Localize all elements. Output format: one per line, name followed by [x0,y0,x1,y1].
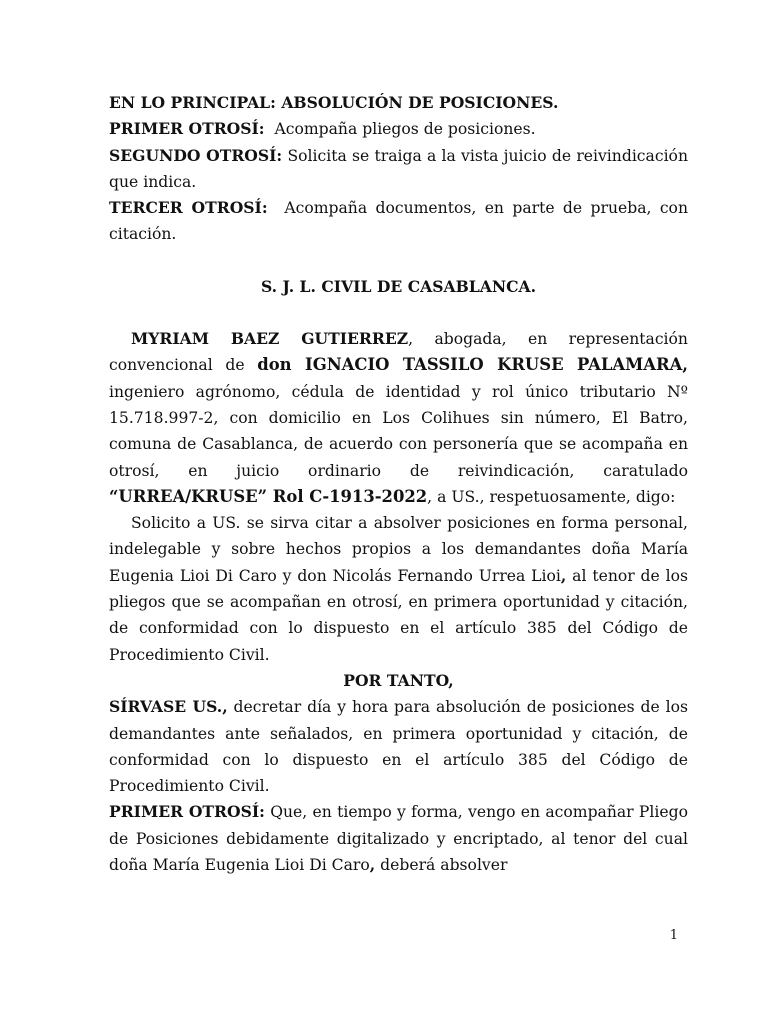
heading-segundo-otrosi [109,143,688,196]
sirvase-paragraph: SÍRVASE US., decretar día y hora para absolución de posiciones de los demandantes ante señalados, en primera oportunidad y citación, de conformidad con lo dispuesto en el artículo 385 del Código de Procedimiento Civil. [109,697,688,796]
court-heading: S. J. L. CIVIL DE CASABLANCA. [260,276,537,296]
lawyer-name: MYRIAM BAEZ GUTIERREZ [131,329,409,349]
page-number: 1 [669,928,678,943]
heading-primer-otrosi [109,116,688,142]
heading-principal: EN LO PRINCIPAL: ABSOLUCIÓN DE POSICIONES. [109,93,559,112]
case-caption: “URREA/KRUSE” Rol C-1913-2022 [109,486,428,506]
por-tanto-heading: POR TANTO, [343,670,454,690]
segundo-otrosi-text: Solicita se traiga a la vista juicio de reivindicación que indica. [109,146,688,191]
primer-otrosi-label: PRIMER OTROSÍ: [109,119,265,139]
primer-otrosi-paragraph: PRIMER OTROSÍ: Que, en tiempo y forma, vengo en acompañar Pliego de Posiciones debidamente digitalizado y encriptado, al tenor del cual doña María Eugenia Lioi Di Caro, deberá absolver [109,802,688,875]
intro-paragraph: MYRIAM BAEZ GUTIERREZ, abogada, en representación convencional de don IGNACIO TASSILO KRUSE PALAMARA, ingeniero agrónomo, cédula de identidad y rol único tributario Nº 15.718.997-2, con domicilio en Los Colihues sin número, El Batro, comuna de Casablanca, de acuerdo con personería que se acompaña en otrosí, en juicio ordinario de reivindicación, caratulado “URREA/KRUSE” Rol C-1913-2022, a US., respetuosamente, digo: [109,329,688,506]
request-paragraph: Solicito a US. se sirva citar a absolver posiciones en forma personal, indelegable y sobre hechos propios a los demandantes doña María Eugenia Lioi Di Caro y don Nicolás Fernando Urrea Lioi, al tenor de los pliegos que se acompañan en otrosí, en primera oportunidad y citación, de conformidad con lo dispuesto en el artículo 385 del Código de Procedimiento Civil. [109,514,688,664]
document-body [109,90,688,878]
spacer [109,300,688,326]
primer-otrosi-section-label: PRIMER OTROSÍ: [109,802,265,822]
client-name: don IGNACIO TASSILO KRUSE PALAMARA, [257,355,688,375]
tercer-otrosi-text: Acompaña documentos, en parte de prueba, con citación. [109,199,688,244]
spacer [109,248,688,274]
primer-otrosi-text: Acompaña pliegos de posiciones. [274,120,536,139]
segundo-otrosi-label: SEGUNDO OTROSÍ: [109,145,283,165]
sirvase-label: SÍRVASE US., [109,697,228,717]
heading-tercer-otrosi [109,195,688,248]
tercer-otrosi-label: TERCER OTROSÍ: [109,198,268,218]
